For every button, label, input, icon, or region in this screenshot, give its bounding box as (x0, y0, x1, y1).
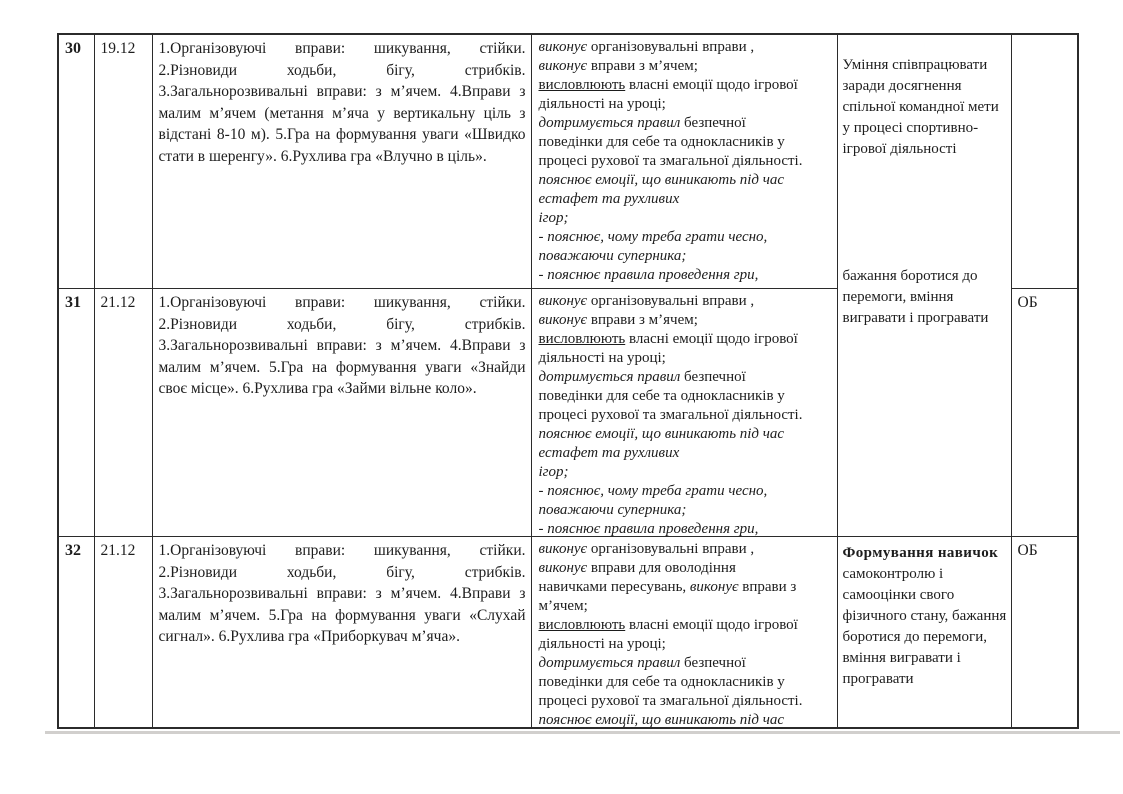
lesson-date: 19.12 (100, 40, 136, 57)
skills-paragraph-cooperation: Уміння співпрацювати заради досягнення спільної командної мети у процесі спортивно-ігрової діяльності (842, 57, 999, 157)
lesson-date-cell (94, 34, 152, 289)
lesson-content-cell (152, 289, 531, 537)
lesson-content-text: 1.Організовуючі вправи: шикування, стійки. 2.Різновиди ходьби, бігу, стрибків. 3.Загальнорозвивальні вправи: з м’ячем. 4.Вправи з малим м’ячем. 5.Гра на формування уваги «Знайди своє місце». 6.Рухлива гра «Займи вільне коло». (158, 294, 526, 397)
lesson-content-cell (152, 34, 531, 289)
skills-paragraph-competition: бажання боротися до перемоги, вміння вигравати і програвати (842, 268, 989, 326)
assessment-mark-cell (1011, 537, 1078, 729)
lesson-content-text: 1.Організовуючі вправи: шикування, стійки. 2.Різновиди ходьби, бігу, стрибків. 3.Загальнорозвивальні вправи: з м’ячем. 4.Вправи з малим м’ячем (метання м’яча у вертикальну ціль з відстані 8-10 м). 5.Гра на формування уваги «Швидко стати в шеренгу». 6.Рухлива гра «Влучно в ціль». (158, 40, 526, 165)
skills-values-cell (837, 537, 1011, 729)
lesson-number: 32 (65, 542, 81, 559)
lesson-content-text: 1.Організовуючі вправи: шикування, стійки. 2.Різновиди ходьби, бігу, стрибків. 3.Загальнорозвивальні вправи: з м’ячем. 4.Вправи з малим м’ячем. 5.Гра на формування уваги «Слухай сигнал». 6.Рухлива гра «Приборкувач м’яча». (158, 542, 526, 645)
expected-outcomes-cell (531, 537, 837, 729)
assessment-mark (1012, 35, 1078, 288)
lesson-date-cell (94, 289, 152, 537)
lesson-plan-table (57, 33, 1079, 729)
lesson-date: 21.12 (100, 294, 136, 311)
assessment-mark-cell (1011, 289, 1078, 537)
lesson-date-cell (94, 537, 152, 729)
page-bottom-edge-line (45, 731, 1120, 734)
expected-outcomes-cell (531, 289, 837, 537)
expected-outcomes-text: виконує організовувальні вправи , виконує вправи з м’ячем; висловлюють власні емоції щодо ігрової діяльності на уроці; дотримується правил безпечної поведінки для себе та однокласників у процесі рухової та змагальної діяльності. пояснює емоції, що виникають під час естафет та рухливих ігор; - пояснює, чому треба грати чесно, поважаючи суперника; - пояснює правила проведення гри, (538, 39, 803, 283)
lesson-content-cell (152, 537, 531, 729)
skills-values-merged-cell (837, 34, 1011, 537)
lesson-number-cell (58, 537, 94, 729)
table-row-lesson-32 (58, 537, 1078, 729)
expected-outcomes-cell (531, 34, 837, 289)
lesson-number-cell (58, 34, 94, 289)
skills-values-text (838, 537, 1011, 727)
skills-paragraph-selfcontrol: Формування навичок самоконтролю і самооцінки свого фізичного стану, бажання боротися до перемоги, вміння вигравати і програвати (842, 545, 1007, 687)
skills-values-text (838, 35, 1011, 536)
lesson-number: 30 (65, 40, 81, 57)
assessment-mark: ОБ (1017, 294, 1038, 311)
lesson-date: 21.12 (100, 542, 136, 559)
table-row-lesson-30 (58, 34, 1078, 289)
lesson-number: 31 (65, 294, 81, 311)
expected-outcomes-text: виконує організовувальні вправи , виконує вправи з м’ячем; висловлюють власні емоції щодо ігрової діяльності на уроці; дотримується правил безпечної поведінки для себе та однокласників у процесі рухової та змагальної діяльності. пояснює емоції, що виникають під час естафет та рухливих ігор; - пояснює, чому треба грати чесно, поважаючи суперника; - пояснює правила проведення гри, (538, 293, 803, 536)
lesson-number-cell (58, 289, 94, 537)
expected-outcomes-text: виконує організовувальні вправи , виконує вправи для оволодіння навичками пересувань, виконує вправи з м’ячем; висловлюють власні емоції щодо ігрової діяльності на уроці; дотримується правил безпечної поведінки для себе та однокласників у процесі рухової та змагальної діяльності. пояснює емоції, що виникають під час (538, 541, 803, 727)
assessment-mark: ОБ (1017, 542, 1038, 559)
assessment-mark-cell (1011, 34, 1078, 289)
